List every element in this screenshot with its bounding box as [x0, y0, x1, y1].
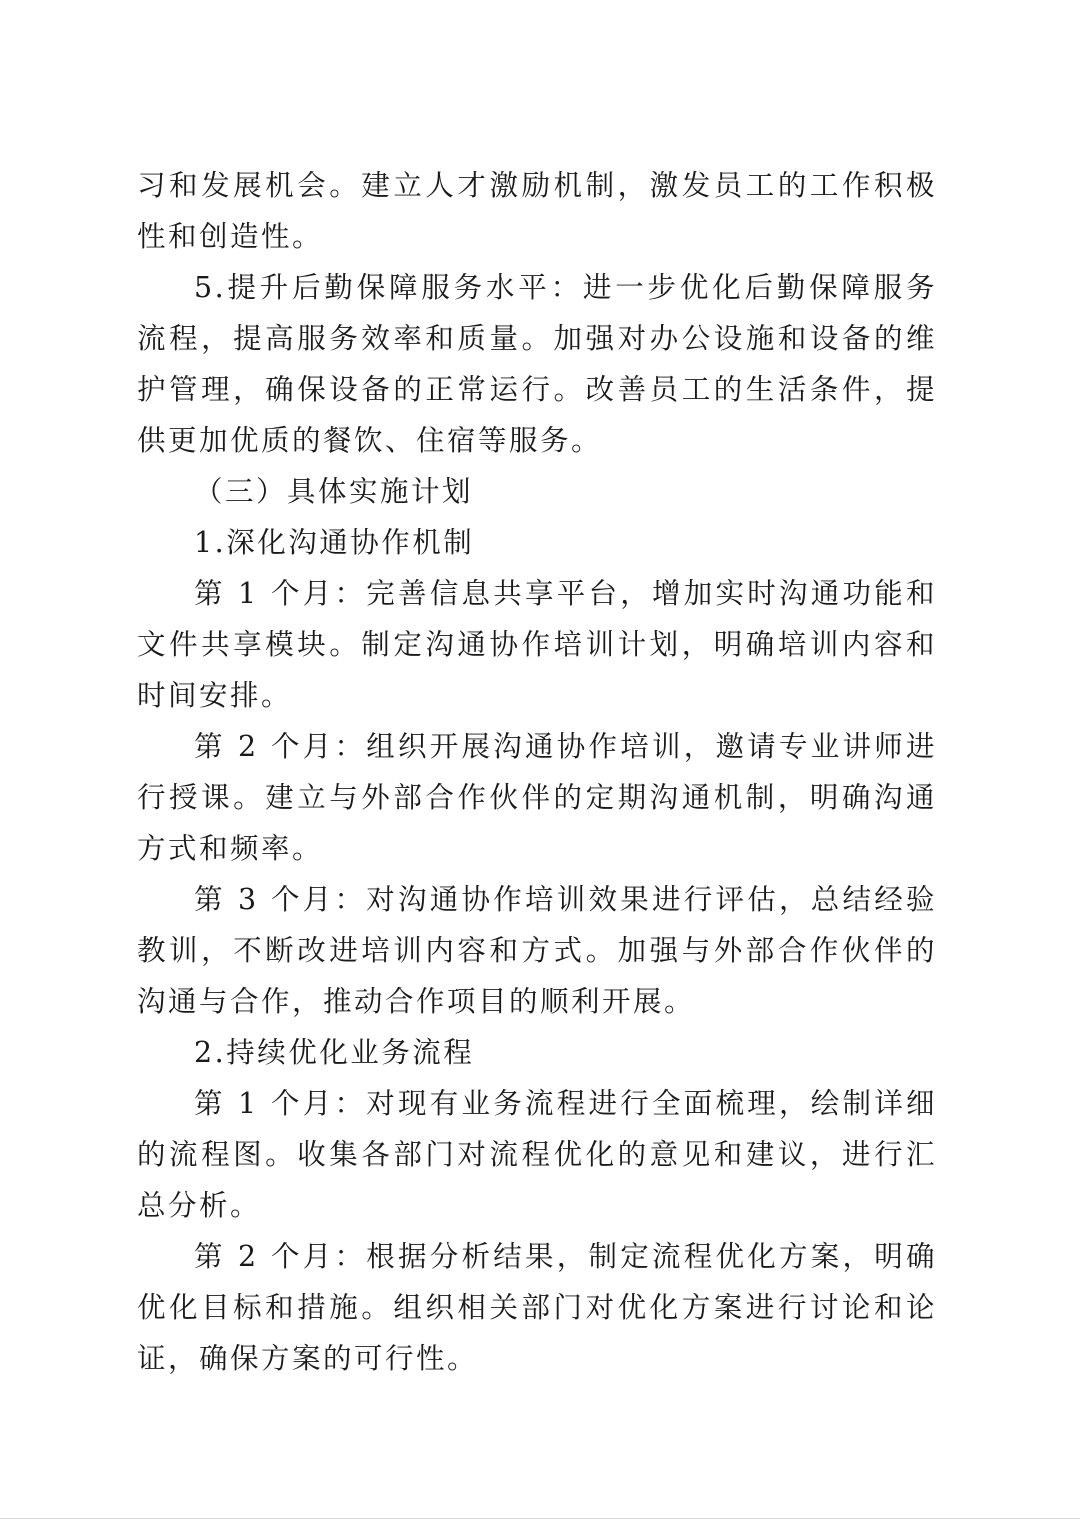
- paragraph-month-2-communication: 第 2 个月：组织开展沟通协作培训，邀请专业讲师进行授课。建立与外部合作伙伴的定期沟通机制，明确沟通方式和频率。: [137, 730, 937, 865]
- document-body: [137, 160, 937, 1384]
- paragraph-item-5-logistics: 5.提升后勤保障服务水平：进一步优化后勤保障服务流程，提高服务效率和质量。加强对办公设施和设备的维护管理，确保设备的正常运行。改善员工的生活条件，提供更加优质的餐饮、住宿等服务。: [137, 271, 937, 457]
- section-heading-implementation-plan: （三）具体实施计划: [194, 475, 474, 508]
- subheading-communication: 1.深化沟通协作机制: [194, 526, 475, 559]
- page-bottom-divider: [0, 1518, 1080, 1519]
- paragraph-continuation: 习和发展机会。建立人才激励机制，激发员工的工作积极性和创造性。: [137, 169, 937, 253]
- paragraph-month-3-communication: 第 3 个月：对沟通协作培训效果进行评估，总结经验教训，不断改进培训内容和方式。加强与外部合作伙伴的沟通与合作，推动合作项目的顺利开展。: [137, 883, 937, 1018]
- paragraph-month-1-process: 第 1 个月：对现有业务流程进行全面梳理，绘制详细的流程图。收集各部门对流程优化的意见和建议，进行汇总分析。: [137, 1087, 937, 1222]
- paragraph-month-2-process: 第 2 个月：根据分析结果，制定流程优化方案，明确优化目标和措施。组织相关部门对优化方案进行讨论和论证，确保方案的可行性。: [137, 1240, 937, 1375]
- subheading-business-process: 2.持续优化业务流程: [194, 1036, 475, 1069]
- paragraph-month-1-communication: 第 1 个月：完善信息共享平台，增加实时沟通功能和文件共享模块。制定沟通协作培训计划，明确培训内容和时间安排。: [137, 577, 937, 712]
